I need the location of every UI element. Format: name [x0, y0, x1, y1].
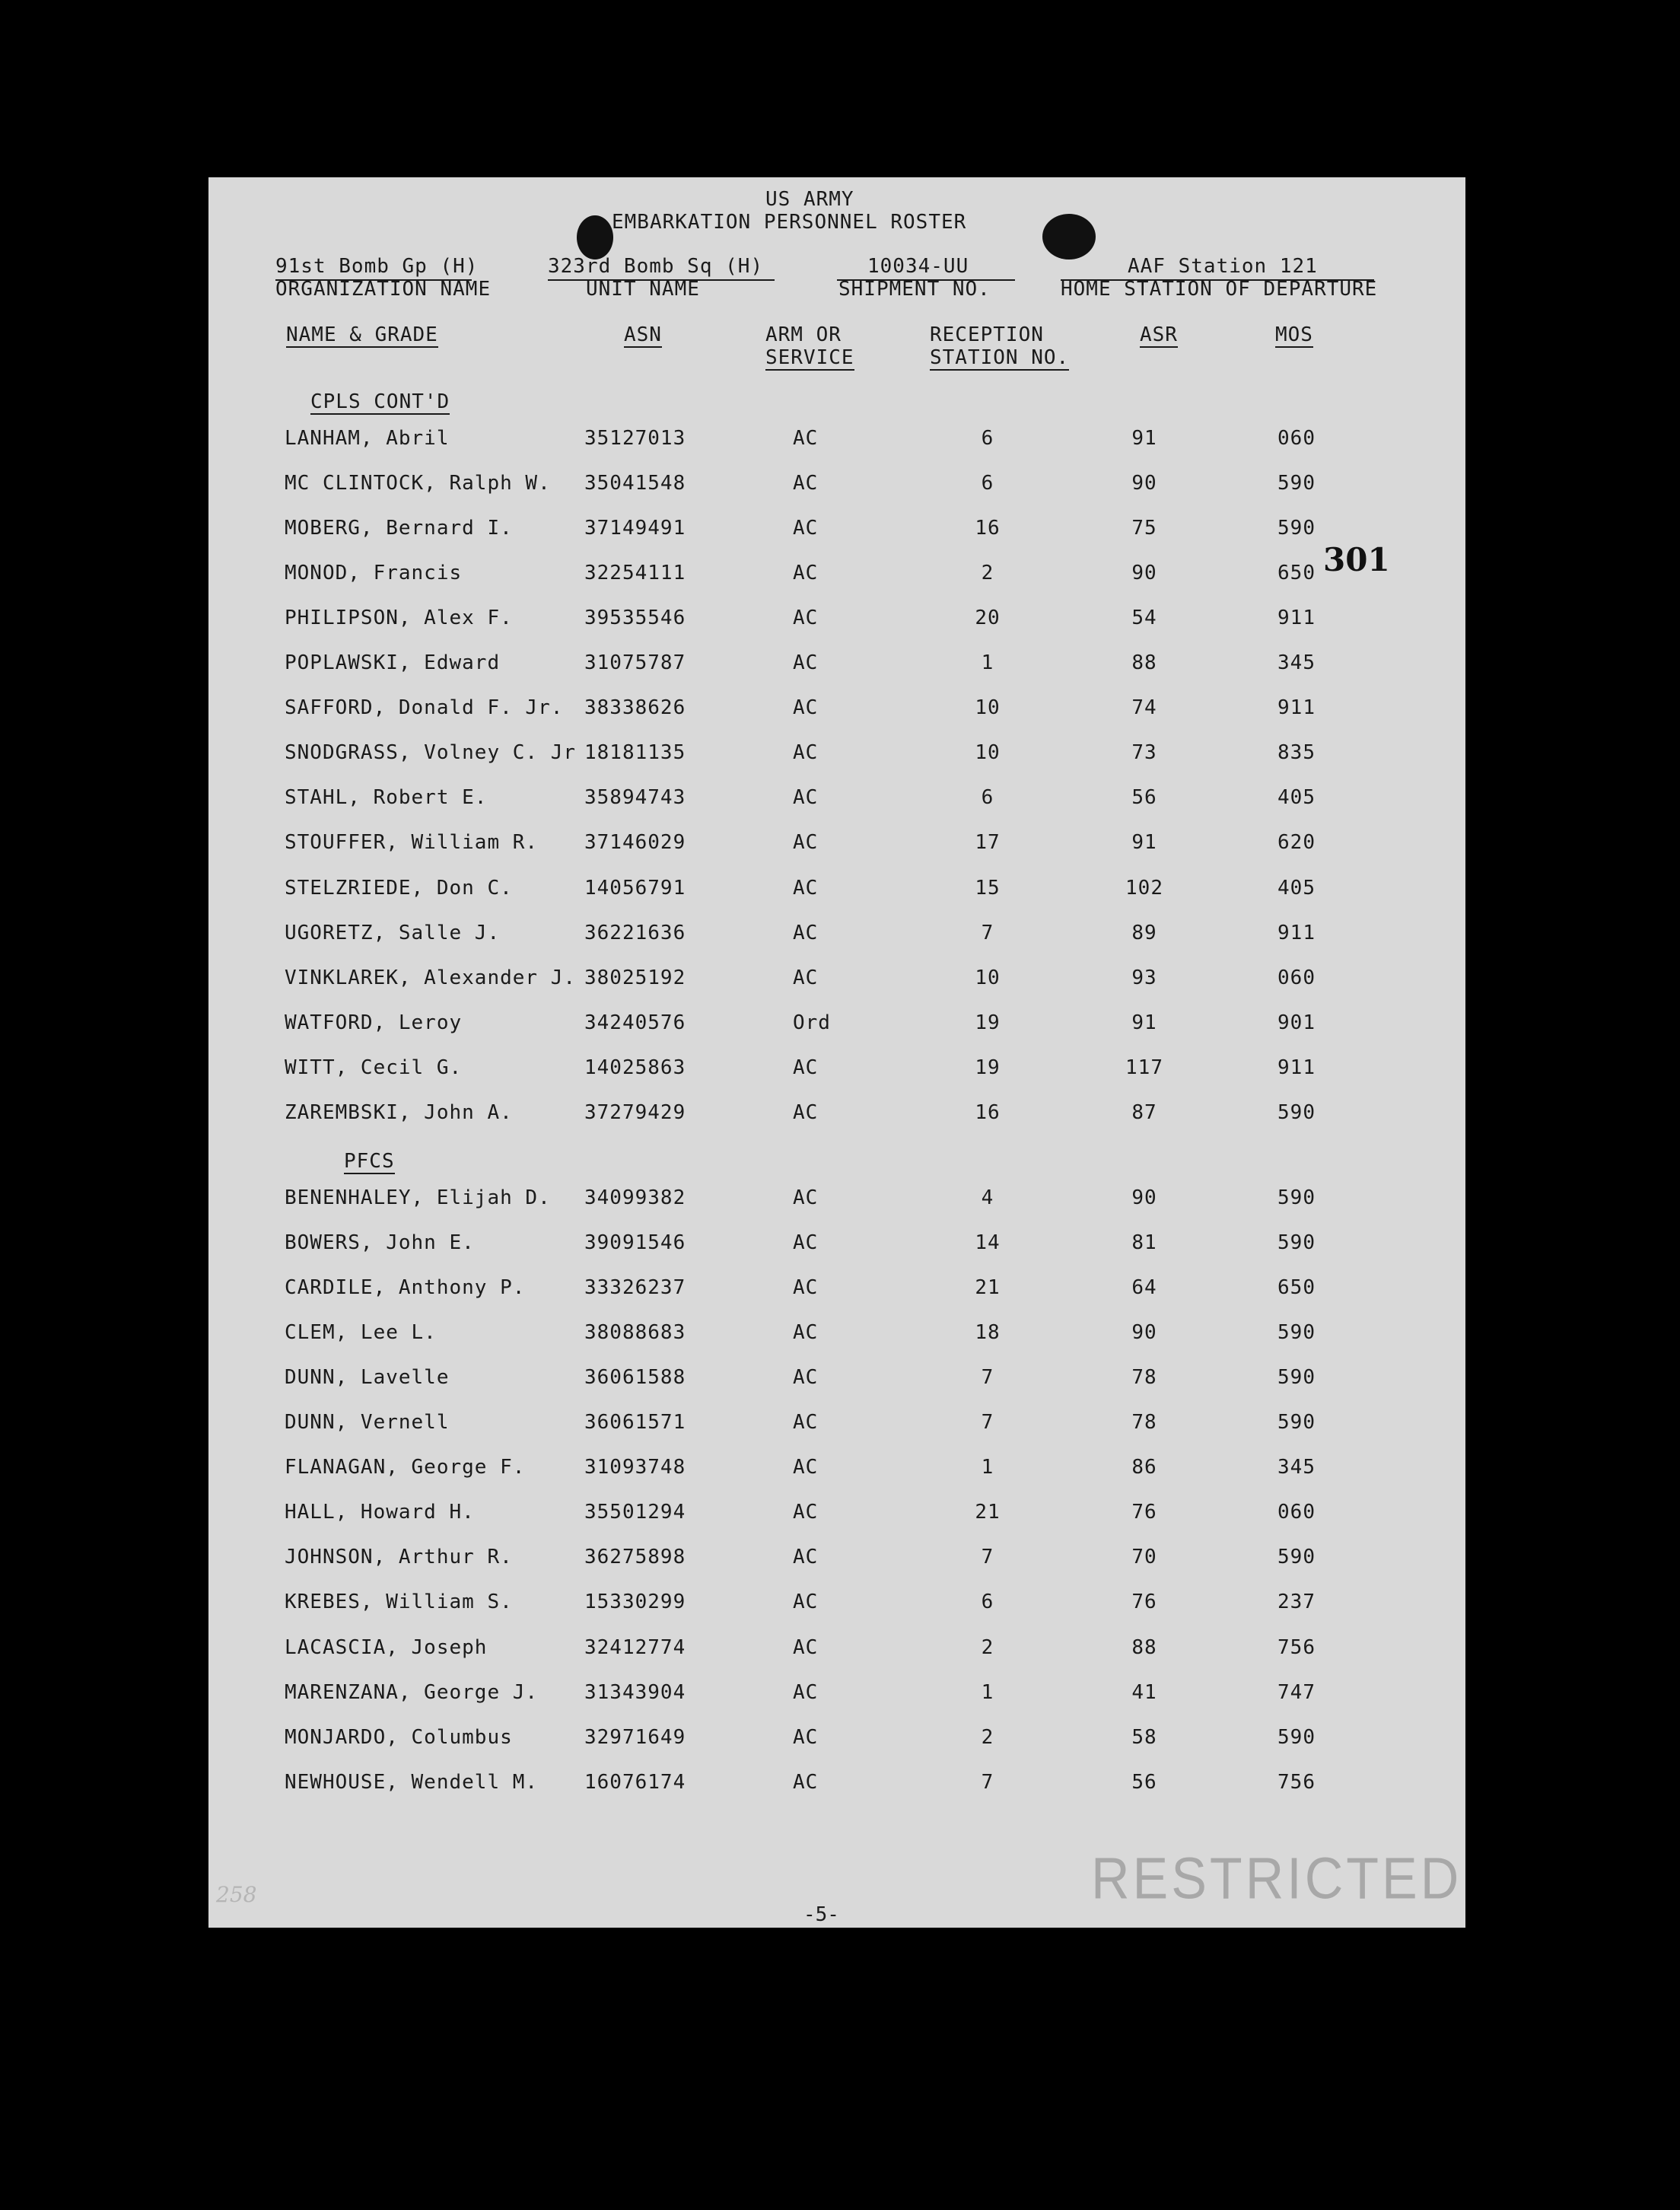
table-row	[208, 1681, 1465, 1712]
cell-name: CARDILE, Anthony P.	[285, 1276, 526, 1300]
cell-asn: 31343904	[584, 1680, 686, 1704]
cell-rec: 6	[981, 427, 994, 450]
cell-asr: 87	[1131, 1100, 1157, 1124]
cell-asr: 81	[1131, 1231, 1157, 1255]
cell-arm: AC	[793, 1231, 819, 1255]
cell-rec: 10	[975, 966, 1001, 989]
cell-rec: 7	[981, 1770, 994, 1794]
cell-asr: 74	[1131, 696, 1157, 720]
table-row	[208, 607, 1465, 637]
table-row	[208, 1546, 1465, 1576]
cell-rec: 7	[981, 1366, 994, 1390]
cell-name: ZAREMBSKI, John A.	[285, 1100, 513, 1124]
cell-arm: AC	[793, 1321, 819, 1345]
cell-mos: 650	[1278, 562, 1316, 585]
cell-asn: 16076174	[584, 1770, 686, 1794]
restricted-stamp: RESTRICTED	[1091, 1845, 1462, 1911]
cell-rec: 19	[975, 1056, 1001, 1079]
cell-name: MARENZANA, George J.	[285, 1680, 539, 1704]
cell-asr: 41	[1131, 1680, 1157, 1704]
cell-asn: 31093748	[584, 1456, 686, 1479]
column-header-asn: ASN	[624, 323, 662, 346]
cell-arm: AC	[793, 1770, 819, 1794]
cell-rec: 6	[981, 472, 994, 495]
table-row	[208, 1771, 1465, 1801]
cell-name: JOHNSON, Arthur R.	[285, 1546, 513, 1569]
cell-name: CLEM, Lee L.	[285, 1321, 437, 1345]
cell-mos: 756	[1278, 1635, 1316, 1659]
cell-mos: 590	[1278, 1725, 1316, 1749]
cell-mos: 237	[1278, 1591, 1316, 1614]
cell-mos: 590	[1278, 1100, 1316, 1124]
table-row	[208, 1276, 1465, 1307]
cell-rec: 6	[981, 786, 994, 810]
table-row	[208, 517, 1465, 547]
cell-mos: 620	[1278, 831, 1316, 855]
cell-rec: 10	[975, 741, 1001, 765]
table-row	[208, 1231, 1465, 1262]
table-row	[208, 651, 1465, 682]
table-row	[208, 1186, 1465, 1217]
cell-asn: 34099382	[584, 1186, 686, 1209]
cell-mos: 911	[1278, 696, 1316, 720]
column-header-asr: ASR	[1140, 323, 1178, 346]
table-row	[208, 1411, 1465, 1441]
cell-asr: 88	[1131, 651, 1157, 675]
cell-name: SAFFORD, Donald F. Jr.	[285, 696, 564, 720]
cell-mos: 911	[1278, 921, 1316, 944]
cell-arm: AC	[793, 1456, 819, 1479]
cell-name: LANHAM, Abril	[285, 427, 450, 450]
cell-mos: 590	[1278, 1366, 1316, 1390]
shipment-label: SHIPMENT NO.	[838, 278, 991, 301]
table-row	[208, 427, 1465, 457]
cell-arm: AC	[793, 1680, 819, 1704]
cell-mos: 405	[1278, 786, 1316, 810]
pencil-note: 258	[216, 1882, 257, 1907]
cell-rec: 2	[981, 1725, 994, 1749]
cell-asn: 36221636	[584, 921, 686, 944]
cell-name: WITT, Cecil G.	[285, 1056, 463, 1079]
cell-asn: 37279429	[584, 1100, 686, 1124]
cell-arm: AC	[793, 786, 819, 810]
cell-name: STOUFFER, William R.	[285, 831, 539, 855]
cell-rec: 1	[981, 1456, 994, 1479]
cell-name: STAHL, Robert E.	[285, 786, 488, 810]
cell-arm: AC	[793, 696, 819, 720]
cell-mos: 590	[1278, 1411, 1316, 1435]
cell-asr: 56	[1131, 786, 1157, 810]
cell-asr: 54	[1131, 607, 1157, 630]
cell-asr: 73	[1131, 741, 1157, 765]
cell-rec: 19	[975, 1011, 1001, 1034]
cell-mos: 650	[1278, 1276, 1316, 1300]
cell-rec: 15	[975, 876, 1001, 900]
cell-rec: 7	[981, 1546, 994, 1569]
cell-mos: 756	[1278, 1770, 1316, 1794]
cell-arm: AC	[793, 831, 819, 855]
organization-label: ORGANIZATION NAME	[275, 278, 492, 301]
station-label: HOME STATION OF DEPARTURE	[1061, 278, 1378, 301]
cell-asn: 39535546	[584, 607, 686, 630]
cell-asn: 33326237	[584, 1276, 686, 1300]
cell-mos: 911	[1278, 1056, 1316, 1079]
column-header-name: NAME & GRADE	[286, 323, 438, 346]
table-row	[208, 562, 1465, 592]
cell-asr: 89	[1131, 921, 1157, 944]
cell-name: DUNN, Lavelle	[285, 1366, 450, 1390]
cell-asn: 35501294	[584, 1501, 686, 1524]
cell-mos: 590	[1278, 517, 1316, 540]
cell-mos: 835	[1278, 741, 1316, 765]
cell-name: MC CLINTOCK, Ralph W.	[285, 472, 551, 495]
cell-rec: 21	[975, 1276, 1001, 1300]
cell-asn: 36061588	[584, 1366, 686, 1390]
cell-asn: 38025192	[584, 966, 686, 989]
cell-rec: 1	[981, 1680, 994, 1704]
cell-asr: 58	[1131, 1725, 1157, 1749]
table-row	[208, 472, 1465, 502]
cell-rec: 16	[975, 517, 1001, 540]
table-row	[208, 922, 1465, 952]
cell-asn: 35041548	[584, 472, 686, 495]
cell-arm: AC	[793, 1056, 819, 1079]
doc-title-line1: US ARMY	[765, 188, 854, 211]
cell-name: WATFORD, Leroy	[285, 1011, 463, 1034]
cell-asn: 32254111	[584, 562, 686, 585]
cell-rec: 1	[981, 651, 994, 675]
cell-name: UGORETZ, Salle J.	[285, 921, 501, 944]
cell-mos: 590	[1278, 1186, 1316, 1209]
cell-asr: 90	[1131, 562, 1157, 585]
station-value: AAF Station 121	[1128, 255, 1318, 278]
cell-asn: 36275898	[584, 1546, 686, 1569]
cell-rec: 21	[975, 1501, 1001, 1524]
cell-asr: 93	[1131, 966, 1157, 989]
roster-page	[208, 177, 1465, 1928]
cell-mos: 405	[1278, 876, 1316, 900]
cell-rec: 7	[981, 1411, 994, 1435]
cell-mos: 060	[1278, 966, 1316, 989]
cell-arm: AC	[793, 876, 819, 900]
cell-name: BOWERS, John E.	[285, 1231, 475, 1255]
cell-rec: 14	[975, 1231, 1001, 1255]
cell-arm: AC	[793, 1635, 819, 1659]
cell-rec: 17	[975, 831, 1001, 855]
cell-rec: 7	[981, 921, 994, 944]
column-header-arm-2: SERVICE	[765, 346, 854, 369]
cell-asn: 32412774	[584, 1635, 686, 1659]
cell-name: MONOD, Francis	[285, 562, 463, 585]
cell-arm: Ord	[793, 1011, 831, 1034]
cell-asr: 91	[1131, 831, 1157, 855]
cell-arm: AC	[793, 1501, 819, 1524]
cell-asr: 76	[1131, 1591, 1157, 1614]
cell-asn: 37146029	[584, 831, 686, 855]
cell-name: MOBERG, Bernard I.	[285, 517, 513, 540]
cell-asr: 91	[1131, 1011, 1157, 1034]
cell-arm: AC	[793, 562, 819, 585]
cell-mos: 590	[1278, 1546, 1316, 1569]
ink-blot-right	[1042, 214, 1096, 260]
cell-arm: AC	[793, 741, 819, 765]
cell-asr: 90	[1131, 1186, 1157, 1209]
cell-rec: 2	[981, 1635, 994, 1659]
cell-mos: 590	[1278, 1231, 1316, 1255]
cell-mos: 060	[1278, 1501, 1316, 1524]
table-row	[208, 1456, 1465, 1486]
cell-rec: 4	[981, 1186, 994, 1209]
cell-rec: 10	[975, 696, 1001, 720]
cell-asr: 117	[1125, 1056, 1163, 1079]
cell-arm: AC	[793, 1276, 819, 1300]
cell-rec: 18	[975, 1321, 1001, 1345]
cell-name: HALL, Howard H.	[285, 1501, 475, 1524]
table-row	[208, 1366, 1465, 1396]
table-row	[208, 696, 1465, 727]
cell-name: BENENHALEY, Elijah D.	[285, 1186, 551, 1209]
cell-asn: 37149491	[584, 517, 686, 540]
cell-arm: AC	[793, 1411, 819, 1435]
organization-value: 91st Bomb Gp (H)	[275, 255, 479, 278]
unit-value: 323rd Bomb Sq (H)	[548, 255, 764, 278]
cell-mos: 901	[1278, 1011, 1316, 1034]
table-row	[208, 1011, 1465, 1042]
cell-name: MONJARDO, Columbus	[285, 1725, 513, 1749]
column-header-mos: MOS	[1275, 323, 1313, 346]
cell-mos: 911	[1278, 607, 1316, 630]
cell-asr: 102	[1125, 876, 1163, 900]
cell-asn: 18181135	[584, 741, 686, 765]
column-header-arm-1: ARM OR	[765, 323, 842, 346]
cell-asr: 75	[1131, 517, 1157, 540]
cell-arm: AC	[793, 651, 819, 675]
cell-asr: 88	[1131, 1635, 1157, 1659]
table-row	[208, 966, 1465, 997]
cell-rec: 20	[975, 607, 1001, 630]
cell-name: LACASCIA, Joseph	[285, 1635, 488, 1659]
cell-asn: 14025863	[584, 1056, 686, 1079]
cell-arm: AC	[793, 1186, 819, 1209]
table-row	[208, 1726, 1465, 1756]
column-header-reception-2: STATION NO.	[930, 346, 1070, 369]
cell-name: FLANAGAN, George F.	[285, 1456, 526, 1479]
cell-asn: 35127013	[584, 427, 686, 450]
cell-mos: 590	[1278, 472, 1316, 495]
cell-asn: 32971649	[584, 1725, 686, 1749]
table-row	[208, 786, 1465, 817]
cell-mos: 747	[1278, 1680, 1316, 1704]
cell-rec: 6	[981, 1591, 994, 1614]
cell-asn: 38088683	[584, 1321, 686, 1345]
cell-asr: 91	[1131, 427, 1157, 450]
cell-asn: 34240576	[584, 1011, 686, 1034]
cell-arm: AC	[793, 472, 819, 495]
cell-asn: 15330299	[584, 1591, 686, 1614]
cell-asn: 14056791	[584, 876, 686, 900]
table-row	[208, 831, 1465, 861]
cell-mos: 345	[1278, 651, 1316, 675]
cell-arm: AC	[793, 517, 819, 540]
cell-name: DUNN, Vernell	[285, 1411, 450, 1435]
section-title-cpls: CPLS CONT'D	[310, 390, 450, 413]
cell-name: STELZRIEDE, Don C.	[285, 876, 513, 900]
shipment-value: 10034-UU	[867, 255, 969, 278]
table-row	[208, 1056, 1465, 1087]
cell-name: PHILIPSON, Alex F.	[285, 607, 513, 630]
table-row	[208, 1636, 1465, 1667]
cell-arm: AC	[793, 1546, 819, 1569]
table-row	[208, 1501, 1465, 1531]
cell-arm: AC	[793, 1725, 819, 1749]
cell-asr: 78	[1131, 1411, 1157, 1435]
cell-asr: 70	[1131, 1546, 1157, 1569]
cell-arm: AC	[793, 966, 819, 989]
table-row	[208, 741, 1465, 772]
margin-page-number: 301	[1323, 541, 1390, 578]
cell-name: POPLAWSKI, Edward	[285, 651, 501, 675]
cell-arm: AC	[793, 1366, 819, 1390]
cell-mos: 590	[1278, 1321, 1316, 1345]
unit-label: UNIT NAME	[586, 278, 700, 301]
cell-mos: 345	[1278, 1456, 1316, 1479]
cell-arm: AC	[793, 427, 819, 450]
cell-asn: 38338626	[584, 696, 686, 720]
cell-asr: 76	[1131, 1501, 1157, 1524]
cell-asr: 90	[1131, 472, 1157, 495]
cell-rec: 2	[981, 562, 994, 585]
cell-asn: 35894743	[584, 786, 686, 810]
table-row	[208, 877, 1465, 907]
section-title-pfcs: PFCS	[344, 1150, 395, 1173]
cell-mos: 060	[1278, 427, 1316, 450]
table-row	[208, 1321, 1465, 1352]
doc-title-line2: EMBARKATION PERSONNEL ROSTER	[612, 211, 967, 234]
cell-name: SNODGRASS, Volney C. Jr	[285, 741, 577, 765]
ink-blot-left	[577, 215, 613, 260]
cell-asr: 78	[1131, 1366, 1157, 1390]
cell-arm: AC	[793, 1100, 819, 1124]
cell-name: NEWHOUSE, Wendell M.	[285, 1770, 539, 1794]
cell-name: VINKLAREK, Alexander J.	[285, 966, 577, 989]
cell-asr: 86	[1131, 1456, 1157, 1479]
cell-rec: 16	[975, 1100, 1001, 1124]
table-row	[208, 1591, 1465, 1621]
cell-arm: AC	[793, 1591, 819, 1614]
cell-asn: 39091546	[584, 1231, 686, 1255]
page-number: -5-	[803, 1903, 839, 1926]
cell-asn: 31075787	[584, 651, 686, 675]
cell-name: KREBES, William S.	[285, 1591, 513, 1614]
cell-asr: 90	[1131, 1321, 1157, 1345]
cell-asr: 64	[1131, 1276, 1157, 1300]
column-header-reception-1: RECEPTION	[930, 323, 1044, 346]
cell-arm: AC	[793, 921, 819, 944]
table-row	[208, 1101, 1465, 1132]
cell-asn: 36061571	[584, 1411, 686, 1435]
cell-arm: AC	[793, 607, 819, 630]
cell-asr: 56	[1131, 1770, 1157, 1794]
